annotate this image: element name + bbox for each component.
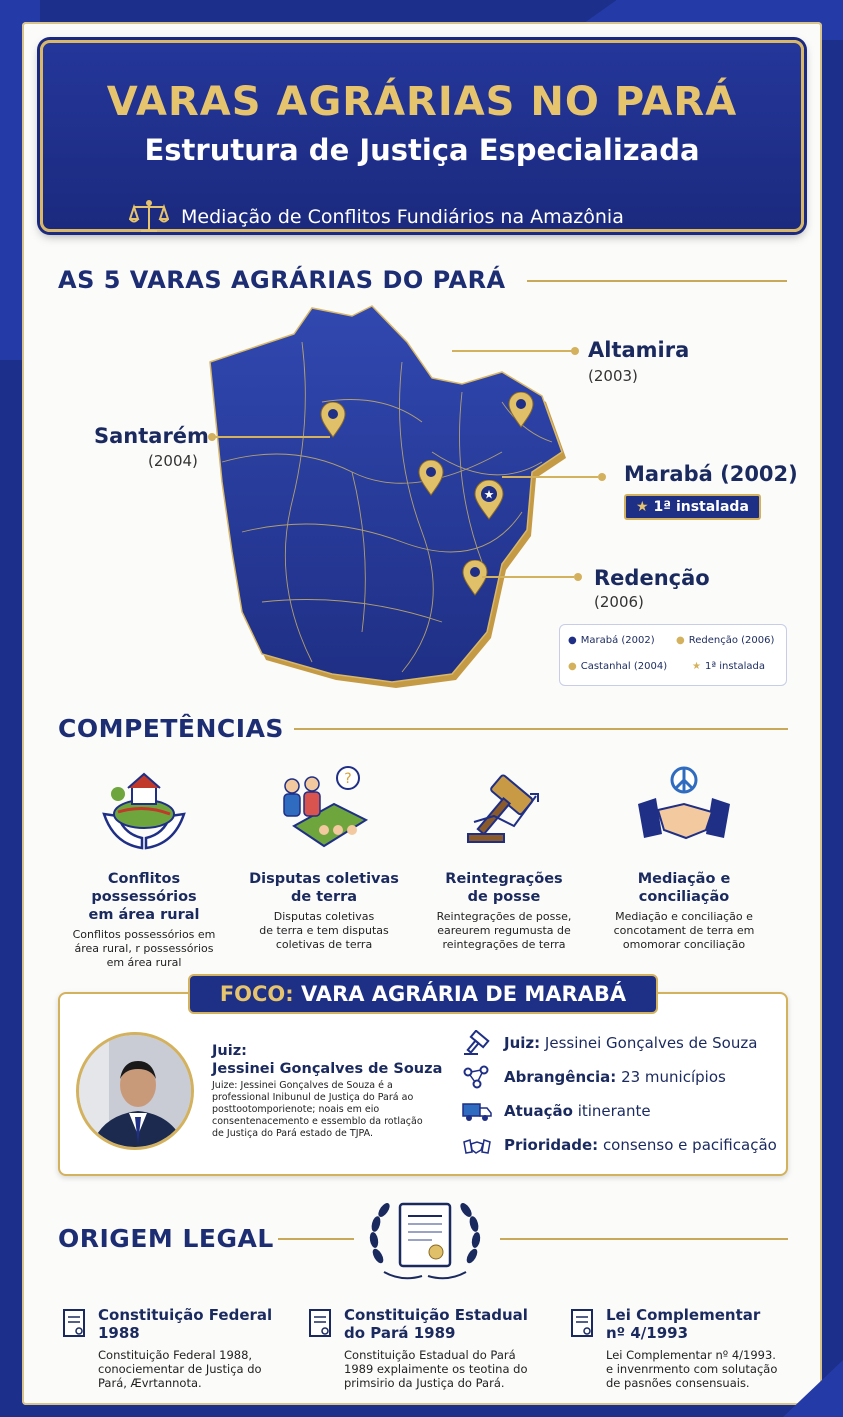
legend-item: [692, 661, 765, 672]
competencia-desc: Reintegrações de posse,: [436, 910, 572, 923]
legal-desc: Constituição Estadual do Pará: [344, 1348, 516, 1362]
map-pin-icon: [320, 402, 346, 438]
star-icon: ★: [692, 661, 701, 672]
fact-row: [462, 1132, 777, 1158]
judge-heading: [212, 1042, 442, 1078]
legend-item: [568, 661, 667, 672]
fact-label: Atuação: [504, 1102, 573, 1120]
competencia-desc: de terra e tem disputas: [259, 924, 389, 937]
header-tagline: [129, 199, 624, 235]
city-year-santarem: (2004): [148, 452, 198, 470]
fact-row: [462, 1064, 726, 1090]
leader-dot: [598, 473, 606, 481]
fact-label: Abrangência:: [504, 1068, 617, 1086]
map-pin-star-icon: [474, 480, 504, 520]
fact-row: [462, 1098, 651, 1124]
competencia-title: Conflitos possessórios: [91, 871, 197, 905]
judge-desc-line: de Justiça do Pará estado de TJPA.: [212, 1128, 374, 1139]
legal-title: Constituição Estadual: [344, 1306, 528, 1324]
judge-description: [212, 1080, 452, 1140]
city-label-maraba: Marabá (2002): [624, 462, 798, 486]
competencia-title: de terra: [290, 889, 358, 905]
svg-text:?: ?: [344, 771, 352, 787]
badge-label: 1ª instalada: [653, 499, 749, 515]
competencia-desc: Conflitos possessórios em: [72, 928, 216, 941]
network-pins-icon: [462, 1064, 492, 1090]
competencia-card: [594, 764, 774, 952]
competencia-title: Reintegrações: [445, 871, 563, 887]
gavel-icon: [462, 1030, 492, 1056]
focus-tag-white: VARA AGRÁRIA DE MARABÁ: [300, 982, 627, 1006]
leader-dot: [571, 347, 579, 355]
fact-value: Jessinei Gonçalves de Souza: [544, 1034, 758, 1052]
competencia-desc: concotament de terra em: [613, 924, 755, 937]
city-year-altamira: (2003): [588, 367, 638, 385]
leader-line: [482, 576, 574, 578]
leader-line: [502, 476, 598, 478]
competencia-title: de posse: [467, 889, 541, 905]
judge-name: Jessinei Gonçalves de Souza: [212, 1061, 443, 1077]
legend-label: Marabá (2002): [580, 635, 655, 646]
pin-gold-icon: ●: [676, 635, 685, 646]
legal-desc: e invenrmento com solutação: [606, 1362, 778, 1376]
legend-item: [568, 635, 655, 646]
competencia-title: em área rural: [88, 907, 200, 923]
legal-desc: 1989 explaimente os teotina do: [344, 1362, 528, 1376]
legal-title: do Pará 1989: [344, 1324, 456, 1342]
infographic-page: [22, 22, 822, 1405]
leader-dot: [208, 433, 216, 441]
document-icon: [62, 1308, 88, 1340]
focus-title-banner: [188, 974, 658, 1014]
competencia-desc: Disputas coletivas: [273, 910, 375, 923]
competencia-title: Disputas coletivas: [249, 871, 399, 887]
competencia-desc: Mediação e conciliação e: [615, 910, 753, 923]
truck-icon: [462, 1098, 492, 1124]
fact-label: Prioridade:: [504, 1136, 599, 1154]
competencia-desc: área rural, r possessórios: [74, 942, 214, 955]
competencia-title: Mediação e: [637, 871, 731, 887]
section-rule: [500, 1238, 788, 1240]
section-title-origem: ORIGEM LEGAL: [58, 1224, 274, 1253]
legend-label: Castanhal (2004): [580, 661, 668, 672]
fact-row: [462, 1030, 757, 1056]
gavel-icon: [454, 764, 554, 854]
document-icon: [570, 1308, 596, 1340]
judge-desc-line: posttootomporienote; noais em eio: [212, 1104, 380, 1115]
judge-label: Juiz:: [212, 1043, 247, 1059]
fact-value: 23 municípios: [621, 1068, 726, 1086]
city-label-redencao: Redenção: [594, 566, 710, 590]
legal-title: nº 4/1993: [606, 1324, 689, 1342]
map-legend: [559, 624, 787, 686]
section-rule: [294, 728, 788, 730]
hands-holding-farm-icon: [94, 764, 194, 854]
leader-line: [452, 350, 572, 352]
competencia-card: [234, 764, 414, 952]
section-rule: [527, 280, 787, 282]
fact-value: consenso e pacificação: [602, 1136, 777, 1154]
svg-text:★: ★: [483, 487, 495, 502]
fact-label: Juiz:: [504, 1034, 541, 1052]
laurel-document-icon: [362, 1194, 488, 1284]
legal-title: 1988: [98, 1324, 140, 1342]
fact-value: itinerante: [577, 1102, 651, 1120]
legal-desc: Pará, Ævrtannota.: [98, 1376, 202, 1390]
city-label-altamira: Altamira: [588, 338, 690, 362]
competencia-desc: coletivas de terra: [275, 938, 373, 951]
legal-desc: de pasnões consensuais.: [606, 1376, 750, 1390]
competencia-desc: eareurem regumusta de: [437, 924, 571, 937]
competencia-desc: reintegrações de terra: [442, 938, 566, 951]
legend-label: Redenção (2006): [688, 635, 775, 646]
first-installed-badge: [624, 494, 761, 520]
map-pin-icon: [508, 392, 534, 428]
legal-title: Constituição Federal: [98, 1306, 273, 1324]
judge-desc-line: consentenacemento e essemblo da rotlação: [212, 1116, 423, 1127]
pin-gold-icon: ●: [568, 661, 577, 672]
city-year-redencao: (2006): [594, 593, 644, 611]
focus-tag-gold: FOCO:: [219, 982, 294, 1006]
legal-title: Lei Complementar: [606, 1306, 761, 1324]
map-pin-icon: [418, 460, 444, 496]
map-pin-icon: [462, 560, 488, 596]
competencia-desc: omomorar conciliação: [622, 938, 746, 951]
city-label-santarem: Santarém: [94, 424, 209, 448]
header-tagline-text: Mediação de Conflitos Fundiários na Amazônia: [181, 206, 624, 228]
handshake-peace-icon: [634, 764, 734, 854]
legal-desc: Lei Complementar nº 4/1993.: [606, 1348, 776, 1362]
competencia-desc: em área rural: [106, 956, 182, 969]
pin-navy-icon: ●: [568, 635, 577, 646]
competencia-title: conciliação: [638, 889, 730, 905]
group-dispute-land-icon: [274, 764, 374, 854]
star-icon: ★: [636, 499, 654, 515]
legal-desc: conociementar de Justiça do: [98, 1362, 262, 1376]
section-title-varas: AS 5 VARAS AGRÁRIAS DO PARÁ: [58, 266, 506, 294]
legend-item: [676, 635, 774, 646]
scales-of-justice-icon: [129, 199, 169, 235]
leader-dot: [574, 573, 582, 581]
judge-desc-line: Juize: Jessinei Gonçalves de Souza é a: [212, 1080, 393, 1091]
handshake-icon: [462, 1132, 492, 1158]
legal-desc: Constituição Federal 1988,: [98, 1348, 253, 1362]
competencia-card: [54, 764, 234, 970]
competencia-card: [414, 764, 594, 952]
document-icon: [308, 1308, 334, 1340]
legend-label: 1ª instalada: [704, 661, 765, 672]
section-title-competencias: COMPETÊNCIAS: [58, 714, 284, 743]
section-rule: [278, 1238, 354, 1240]
legal-desc: primsirio da Justiça do Pará.: [344, 1376, 505, 1390]
page-title: VARAS AGRÁRIAS NO PARÁ: [106, 79, 738, 125]
header-banner: [40, 40, 804, 232]
judge-avatar: [76, 1032, 194, 1150]
judge-desc-line: professional Inibunul de Justiça do Pará ao: [212, 1092, 414, 1103]
page-subtitle: Estrutura de Justiça Especializada: [144, 133, 700, 167]
leader-line: [212, 436, 330, 438]
